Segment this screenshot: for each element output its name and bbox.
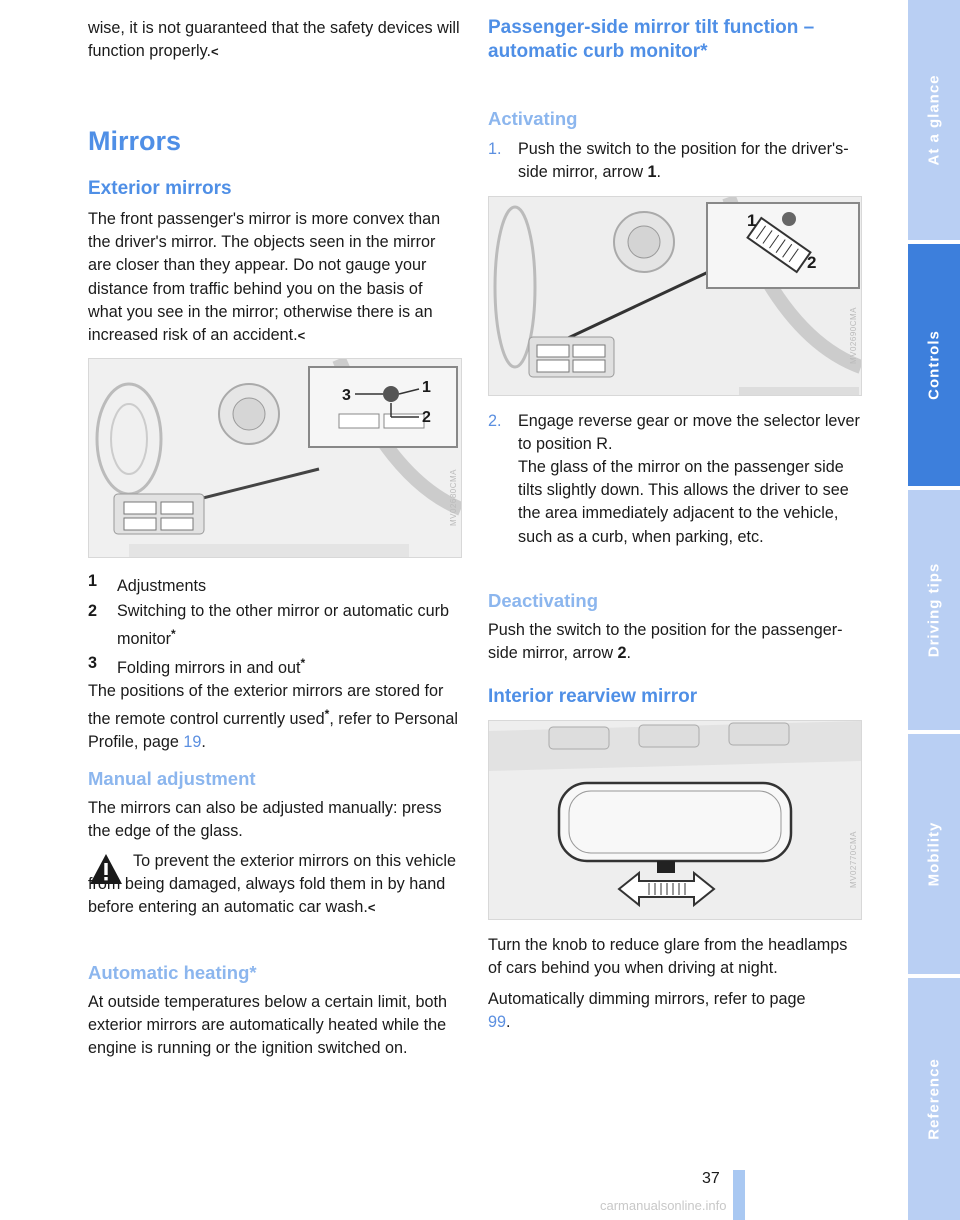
tilt-switch-illustration (489, 197, 861, 395)
page-link-19[interactable]: 19 (183, 733, 202, 752)
positions-paragraph: The positions of the exterior mirrors are stored for the remote control currently used*, refer to Personal Profile, page 19. (88, 682, 458, 752)
legend-item: 2 Switching to the other mirror or automatic curb monitor* (88, 602, 449, 649)
automatic-heating-paragraph: At outside temperatures below a certain limit, both exterior mirrors are automatically heated while the engine is running or the ignition switched on. (88, 993, 448, 1058)
fig1-label-3: 3 (342, 387, 351, 404)
watermark: carmanualsonline.info (600, 1198, 727, 1213)
tab-reference[interactable]: Reference (908, 978, 960, 1220)
tab-at-a-glance[interactable]: At a glance (908, 0, 960, 240)
page-number: 37 (702, 1170, 720, 1187)
fig2-label-2: 2 (807, 253, 817, 272)
fig2-label-1: 1 (747, 211, 757, 230)
figure-interior-mirror (488, 720, 862, 920)
fig3-code: MV02770CMA (849, 831, 858, 889)
chapter-tabs (908, 0, 960, 1220)
tab-driving-tips[interactable]: Driving tips (908, 490, 960, 730)
legend-item: 3 Folding mirrors in and out* (88, 654, 306, 677)
tab-controls[interactable]: Controls (908, 244, 960, 486)
intro-paragraph: wise, it is not guaranteed that the safety devices will function properly.< (88, 19, 460, 61)
heading-exterior-mirrors: Exterior mirrors (88, 178, 232, 199)
fig1-code: MV02680CMA (449, 469, 458, 527)
interior-mirror-paragraph: Turn the knob to reduce glare from the headlamps of cars behind you when driving at night. (488, 936, 848, 978)
manual-adjustment-paragraph: The mirrors can also be adjusted manually: press the edge of the glass. (88, 799, 442, 841)
deactivating-paragraph: Push the switch to the position for the passenger-side mirror, arrow 2. (488, 621, 843, 663)
heading-interior-mirror: Interior rearview mirror (488, 686, 698, 707)
step-item: 1. Push the switch to the position for the driver's-side mirror, arrow 1. (488, 140, 849, 182)
heading-activating: Activating (488, 108, 578, 129)
fig2-code: MV02690CMA (849, 307, 858, 365)
figure-mirror-controls (88, 358, 462, 558)
interior-mirror-illustration (489, 721, 861, 919)
page-marker-bar (733, 1170, 745, 1220)
auto-dimming-paragraph: Automatically dimming mirrors, refer to page 99. (488, 990, 806, 1032)
mirror-controls-illustration (89, 359, 461, 557)
heading-deactivating: Deactivating (488, 590, 599, 611)
exterior-mirrors-paragraph: The front passenger's mirror is more convex than the driver's mirror. The objects seen in the mirror are closer than they appear. Do not gauge your distance from traffic behind you on the basis of what you see in the mirror; otherwise there is an increased risk of an accident.< (88, 210, 441, 345)
warning-paragraph: To prevent the exterior mirrors on this vehicle from being damaged, always fold them in by hand before entering an automatic car wash.< (88, 852, 456, 917)
page-link-99[interactable]: 99 (488, 1013, 507, 1032)
heading-manual-adjustment: Manual adjustment (88, 768, 256, 789)
tab-mobility[interactable]: Mobility (908, 734, 960, 974)
heading-automatic-heating: Automatic heating* (88, 962, 257, 983)
heading-tilt-function: Passenger-side mirror tilt function – automatic curb monitor* (488, 17, 815, 62)
fig1-label-2: 2 (422, 409, 431, 426)
fig1-label-1: 1 (422, 379, 431, 396)
step-item: 2. Engage reverse gear or move the selector lever to position R. The glass of the mirror on the passenger side tilts slightly down. This allows the driver to see the area immediately adjacent to the vehicle, such as a curb, when parking, etc. (488, 412, 860, 546)
section-title-mirrors: Mirrors (88, 126, 182, 156)
figure-tilt-switch (488, 196, 862, 396)
legend-item: 1 Adjustments (88, 572, 207, 595)
